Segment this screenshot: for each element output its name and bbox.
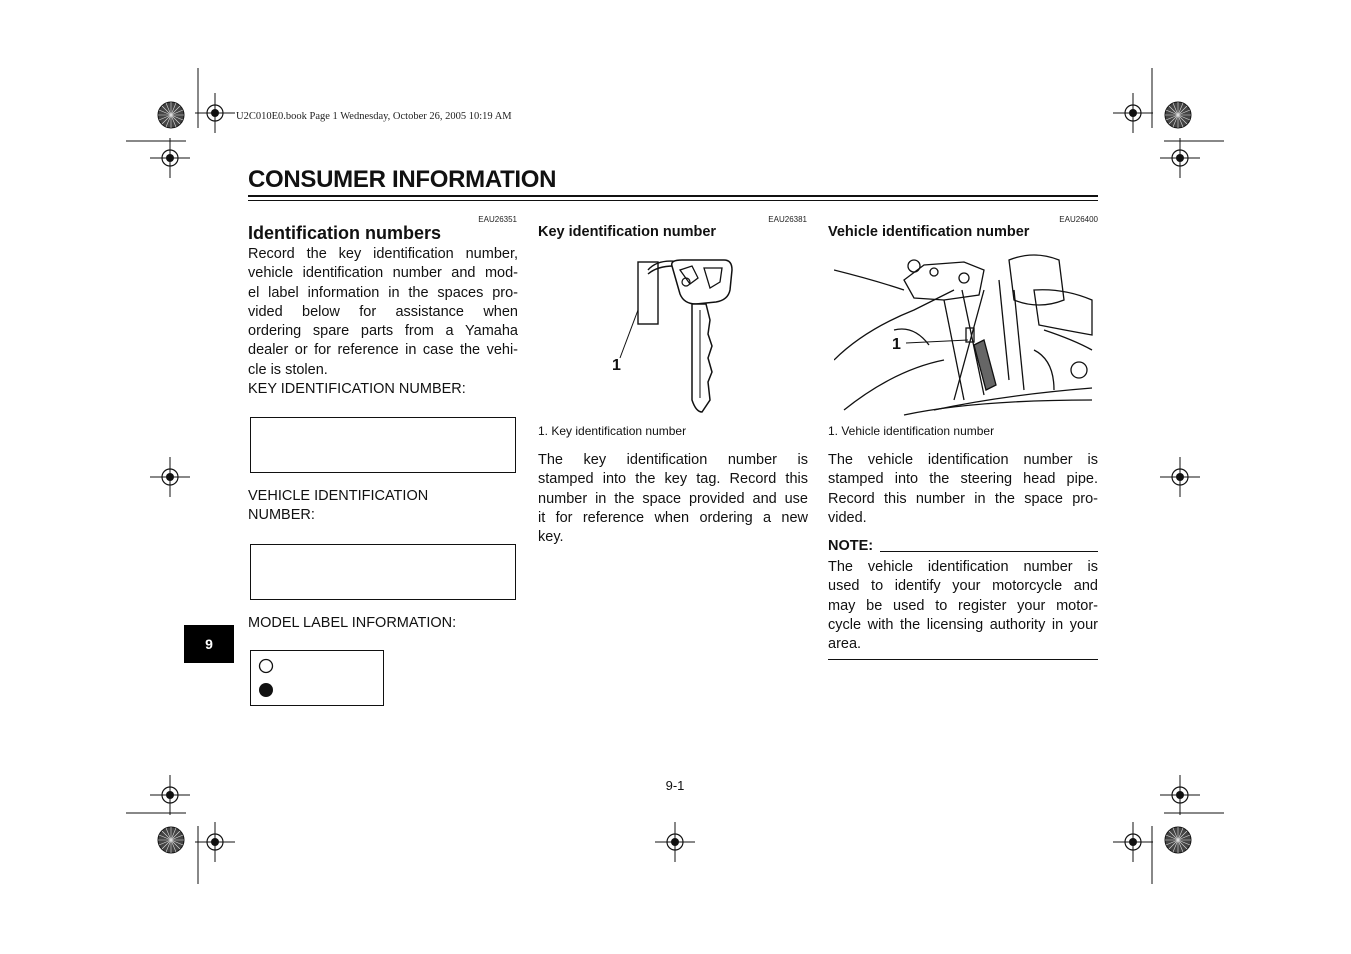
text-line: The vehicle identification number is: [828, 559, 1098, 575]
key-callout-number: 1: [612, 357, 621, 374]
key-id-paragraph: [538, 451, 808, 547]
title-rule-thin: [248, 200, 1098, 201]
open-circle-icon: [260, 660, 273, 673]
note-rule: [880, 551, 1098, 552]
vehicle-number-field[interactable]: [250, 544, 516, 600]
chapter-tab: 9: [184, 625, 234, 663]
text-line: vided.: [828, 509, 867, 526]
steering-head-illustration: [834, 250, 1096, 420]
section-code: EAU26400: [1059, 215, 1098, 224]
text-line: stamped into the steering head pipe.: [828, 471, 1098, 488]
page-title: CONSUMER INFORMATION: [248, 166, 557, 193]
key-number-label: KEY IDENTIFICATION NUMBER:: [248, 381, 466, 397]
model-label-field[interactable]: [250, 650, 384, 706]
vehicle-number-label-line2: NUMBER:: [248, 507, 315, 523]
section-code: EAU26351: [478, 215, 517, 224]
text-line: The key identification number is: [538, 452, 808, 468]
text-line: may be used to register your motor-: [828, 597, 1098, 614]
text-line: dealer or for reference in case the vehi-: [248, 342, 518, 359]
title-rule-thick: [248, 195, 1098, 197]
text-line: cle is stolen.: [248, 361, 328, 378]
model-label-symbols: [251, 651, 383, 705]
text-line: it for reference when ordering a new: [538, 509, 808, 526]
vin-figure-caption: 1. Vehicle identification number: [828, 424, 995, 438]
note-end-rule: [828, 659, 1098, 660]
note-label: NOTE:: [828, 538, 874, 554]
text-line: number in the space provided and use: [538, 490, 808, 507]
text-line: cycle with the licensing authority in your: [828, 616, 1098, 633]
model-label-heading: MODEL LABEL INFORMATION:: [248, 615, 457, 631]
section-heading: Identification numbers: [248, 223, 442, 243]
vin-callout-number: 1: [892, 336, 901, 353]
vin-paragraph: [828, 451, 1098, 528]
key-id-heading: Key identification number: [538, 224, 717, 240]
vehicle-number-label-line1: VEHICLE IDENTIFICATION: [248, 488, 429, 504]
key-number-field[interactable]: [250, 417, 516, 473]
text-line: used to identify your motorcycle and: [828, 578, 1098, 595]
file-meta-line: U2C010E0.book Page 1 Wednesday, October 26, 2005 10:19 AM: [236, 111, 512, 122]
key-illustration: [600, 250, 750, 420]
key-figure-caption: 1. Key identification number: [538, 424, 687, 438]
text-line: ordering spare parts from a Yamaha: [248, 323, 518, 340]
text-line: Record the key identification number,: [248, 246, 518, 262]
text-line: el label information in the spaces pro-: [248, 284, 518, 301]
text-line: stamped into the key tag. Record this: [538, 471, 808, 488]
text-line: vehicle identification number and mod-: [248, 265, 518, 282]
text-line: vided below for assistance when: [248, 303, 518, 320]
note-paragraph: [828, 558, 1098, 654]
text-line: The vehicle identification number is: [828, 452, 1098, 468]
filled-circle-icon: [259, 683, 273, 697]
section-code: EAU26381: [768, 215, 807, 224]
key-tag-shape: [638, 262, 658, 324]
text-line: key.: [538, 529, 564, 546]
text-line: Record this number in the space pro-: [828, 490, 1098, 507]
vehicle-id-heading: Vehicle identification number: [828, 224, 1030, 240]
intro-paragraph: [248, 245, 518, 380]
text-line: area.: [828, 636, 862, 653]
page-number: 9-1: [665, 778, 685, 793]
